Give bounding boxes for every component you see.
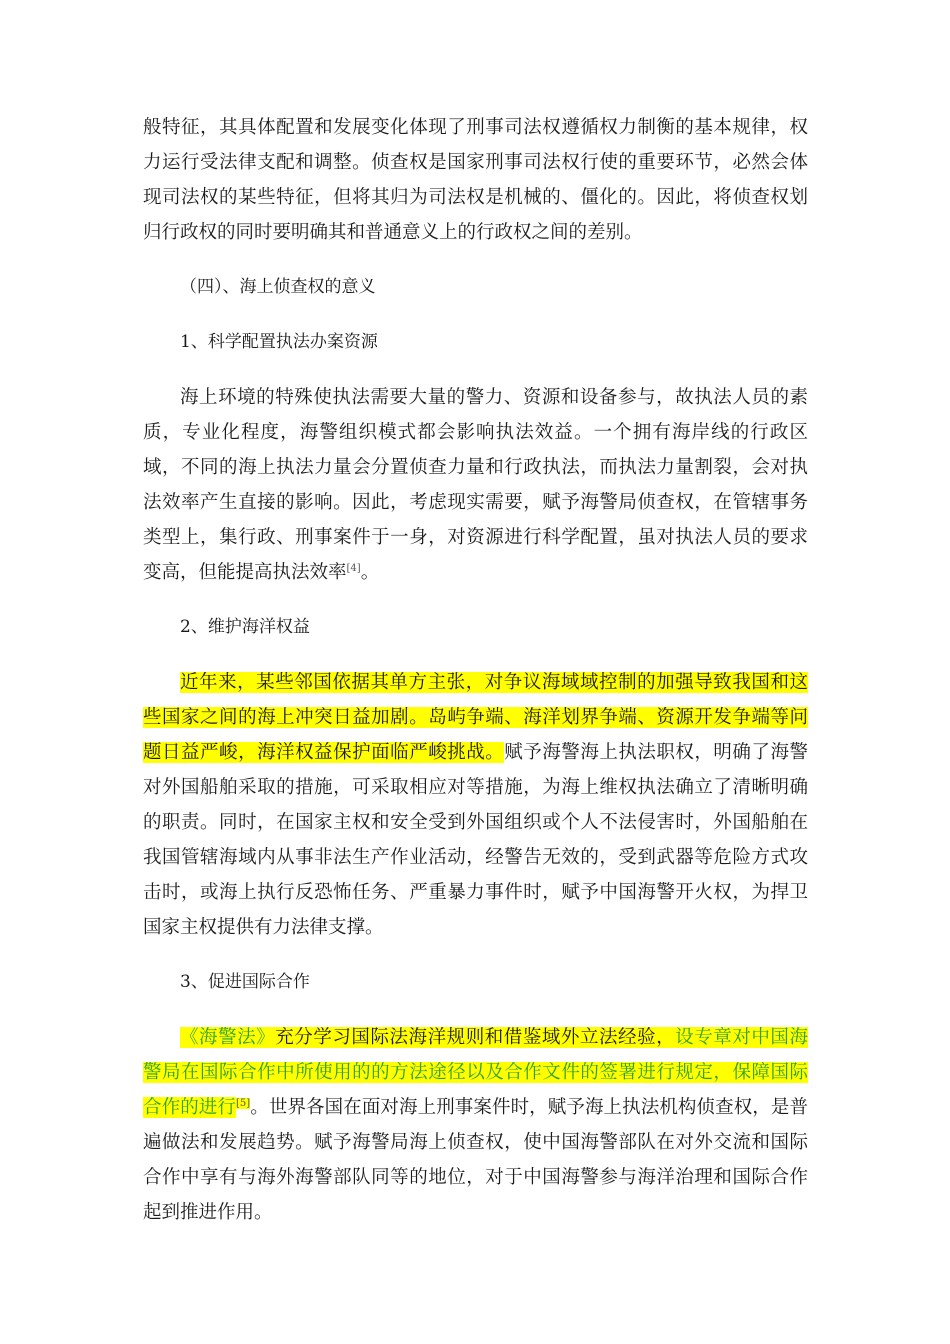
citation-5: [5] [235, 1097, 251, 1109]
subsection-1-body: 海上环境的特殊使执法需要大量的警力、资源和设备参与，故执法人员的素质，专业化程度，海警组织模式都会影响执法效益。一个拥有海岸线的行政区域，不同的海上执法力量会分置侦查力量和行政执法，而执法力量割裂，会对执法效率产生直接的影响。因此，考虑现实需要，赋予海警局侦查权，在管辖事务类型上，集行政、刑事案件于一身，对资源进行科学配置，虽对执法人员的要求变高，但能提高执法效率 [143, 387, 808, 583]
subsection-3-heading: 3、促进国际合作 [180, 972, 310, 992]
intro-paragraph: 般特征，其具体配置和发展变化体现了刑事司法权遵循权力制衡的基本规律，权力运行受法律支配和调整。侦查权是国家刑事司法权行使的重要环节，必然会体现司法权的某些特征，但将其归为司法权是机械的、僵化的。因此，将侦查权划归行政权的同时要明确其和普通意义上的行政权之间的差别。 [143, 117, 808, 243]
subsection-3-paragraph [143, 1020, 808, 1230]
subsection-2-highlight: 近年来，某些邻国依据其单方主张，对争议海域域控制的加强导致我国和这些国家之间的海上冲突日益加剧。岛屿争端、海洋划界争端、资源开发争端等问题日益严峻，海洋权益保护面临严峻挑战。 [143, 672, 808, 763]
highlight-green-clause: 设专章对中国海警局在国际合作中所使用的的方法途径以及合作文件的签署进行规定，保障国际合作的进行 [143, 1027, 808, 1118]
highlight-plain: 充分学习国际法海洋规则和借鉴域外立法经验， [275, 1027, 676, 1048]
subsection-1-tail: 。 [360, 562, 380, 583]
subsection-2-heading: 2、维护海洋权益 [180, 617, 310, 637]
subsection-3-body: 。世界各国在面对海上刑事案件时，赋予海上执法机构侦查权，是普遍做法和发展趋势。赋予海警局海上侦查权，使中国海警部队在对外交流和国际合作中享有与海外海警部队同等的地位，对于中国海警参与海洋治理和国际合作起到推进作用。 [143, 1097, 808, 1223]
citation-4: [4] [346, 562, 361, 574]
section-4-heading: （四）、海上侦查权的意义 [180, 277, 376, 297]
subsection-1-paragraph [143, 380, 808, 590]
subsection-2-body: 赋予海警海上执法职权，明确了海警对外国船舶采取的措施，可采取相应对等措施，为海上维权执法确立了清晰明确的职责。同时，在国家主权和安全受到外国组织或个人不法侵害时，外国船舶在我国管辖海域内从事非法生产作业活动，经警告无效的，受到武器等危险方式攻击时，或海上执行反恐怖任务、严重暴力事件时，赋予中国海警开火权，为捍卫国家主权提供有力法律支撑。 [143, 742, 808, 938]
document-page [143, 110, 808, 1230]
subsection-1-heading: 1、科学配置执法办案资源 [180, 332, 378, 352]
highlight-law-name: 《海警法》 [180, 1027, 276, 1048]
subsection-2-paragraph [143, 665, 808, 945]
